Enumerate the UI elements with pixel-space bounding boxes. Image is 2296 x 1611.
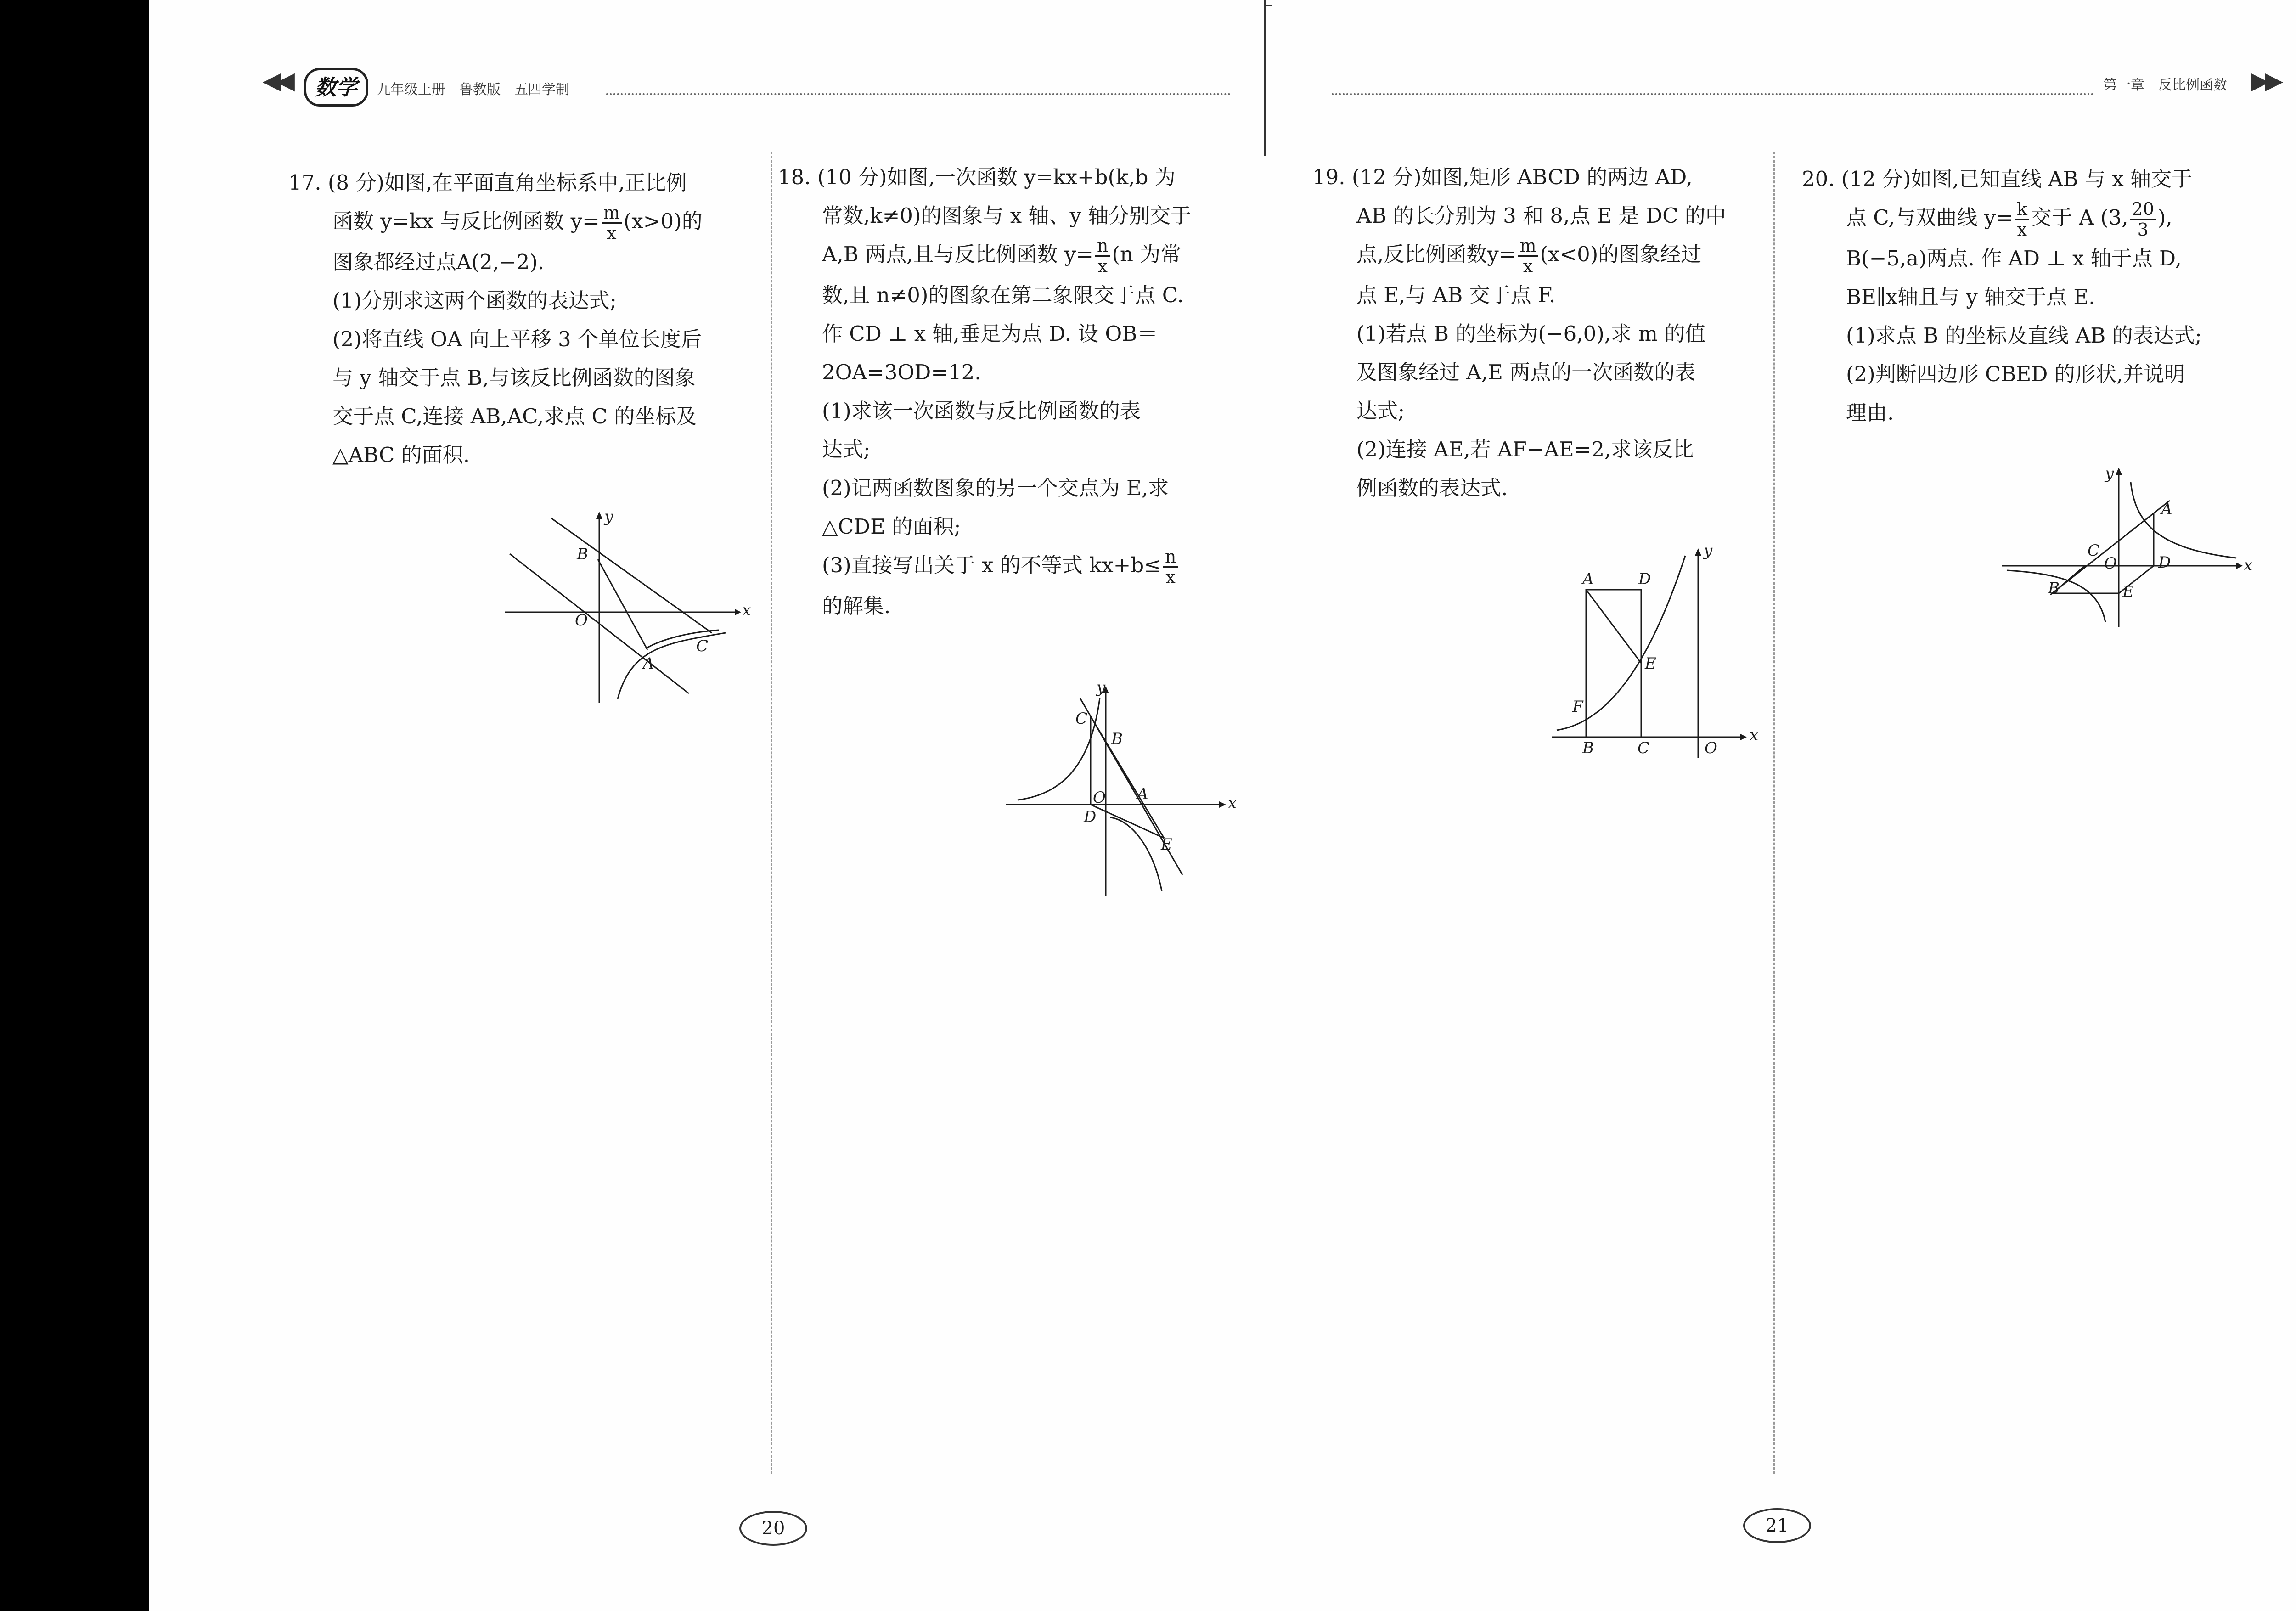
fraction-m-over-x: $\frac{m}{x}$	[1518, 236, 1538, 276]
svg-text:A: A	[2161, 500, 2172, 518]
svg-text:y: y	[2105, 464, 2114, 483]
header-right-arrows-icon: ▶▶	[2251, 67, 2279, 95]
figure-19	[1548, 542, 1763, 762]
svg-text:C: C	[2088, 541, 2100, 560]
question-20: 20. (12 分)如图,已知直线 AB 与 x 轴交于 点 C,与双曲线 y= $\frac{k}{x}$ 交于 A (3, $\frac{20}{3}$ ), B(−5,a)两点. 作 AD ⊥ x 轴于点 D, BE∥x轴且与 y 轴交于点 E. (1)求点 B 的坐标及直线 AB 的表达式; (2)判断四边形 CBED 的形状,并说明 理由.	[1802, 167, 2202, 425]
question-17: 17. (8 分)如图,在平面直角坐标系中,正比例 函数 y=kx 与反比例函数 y= $\frac{m}{x}$ (x>0)的 图象都经过点A(2,−2). (1)分别求这两个函数的表达式; (2)将直线 OA 向上平移 3 个单位长度后 与 y 轴交于点 B,与该反比例函数的图象 交于点 C,连接 AB,AC,求点 C 的坐标及 △ABC 的面积.	[288, 170, 703, 467]
page-number-left: 20	[739, 1511, 807, 1546]
figure-18	[1001, 680, 1240, 900]
svg-text:D: D	[1084, 808, 1097, 826]
svg-text:x: x	[742, 601, 751, 620]
fraction-20-over-3: $\frac{20}{3}$	[2130, 199, 2156, 239]
figure-20	[1998, 464, 2255, 634]
question-number: 17.	[288, 170, 321, 195]
svg-text:E: E	[1161, 835, 1172, 854]
svg-text:A: A	[1582, 570, 1594, 588]
svg-text:x: x	[1228, 794, 1237, 812]
header-left-text: 九年级上册 鲁教版 五四学制	[377, 82, 569, 98]
svg-text:y: y	[604, 507, 613, 526]
svg-text:y: y	[1704, 541, 1713, 560]
svg-text:y: y	[1097, 678, 1106, 697]
column-separator-right	[1773, 152, 1775, 1474]
question-19: 19. (12 分)如图,矩形 ABCD 的两边 AD, AB 的长分别为 3 和 8,点 E 是 DC 的中 点,反比例函数y= $\frac{m}{x}$ (x<0)的图象经过 点 E,与 AB 交于点 F. (1)若点 B 的坐标为(−6,0),求 m 的值 及图象经过 A,E 两点的一次函数的表 达式; (2)连接 AE,若 AF−AE=2,求该反比 例函数的表达式.	[1312, 165, 1726, 500]
svg-text:B: B	[577, 545, 588, 563]
fraction-n-over-x: $\frac{n}{x}$	[1095, 236, 1110, 276]
svg-text:B: B	[1582, 739, 1594, 757]
book-spine	[1264, 0, 1266, 156]
svg-text:O: O	[2104, 554, 2117, 573]
svg-text:D: D	[1638, 570, 1651, 588]
svg-text:C: C	[1075, 710, 1088, 728]
fraction-n-over-x: $\frac{n}{x}$	[1163, 547, 1178, 587]
header-left-rule	[606, 93, 1231, 95]
svg-text:C: C	[696, 637, 709, 655]
svg-text:O: O	[1093, 789, 1106, 807]
svg-text:D: D	[2158, 553, 2171, 572]
fraction-m-over-x: $\frac{m}{x}$	[602, 203, 622, 243]
subject-logo: 数学	[304, 68, 368, 107]
svg-text:B: B	[2048, 579, 2060, 597]
question-18: 18. (10 分)如图,一次函数 y=kx+b(k,b 为 常数,k≠0)的图象与 x 轴、y 轴分别交于 A,B 两点,且与反比例函数 y= $\frac{n}{x}$ (n 为常 数,且 n≠0)的图象在第二象限交于点 C. 作 CD ⊥ x 轴,垂足为点 D. 设 OB＝ 2OA=3OD=12. (1)求该一次函数与反比例函数的表 达式; (2)记两函数图象的另一个交点为 E,求 △CDE 的面积; (3)直接写出关于 x 的不等式 kx+b≤ $\frac{n}{x}$ 的解集.	[778, 165, 1192, 618]
svg-text:C: C	[1638, 739, 1650, 757]
svg-text:O: O	[575, 611, 588, 630]
svg-text:B: B	[1111, 730, 1123, 748]
svg-text:F: F	[1572, 698, 1583, 716]
svg-text:A: A	[643, 654, 654, 673]
figure-17	[501, 505, 751, 707]
scan-border-left	[0, 0, 149, 1611]
svg-text:x: x	[1750, 726, 1759, 744]
svg-text:x: x	[2244, 556, 2253, 575]
header-left-arrows-icon: ◀◀	[263, 67, 290, 95]
fraction-k-over-x: $\frac{k}{x}$	[2015, 199, 2029, 239]
header-right-text: 第一章 反比例函数	[2103, 77, 2227, 93]
header-right-rule	[1332, 93, 2094, 95]
question-number: 20.	[1802, 167, 1835, 191]
question-number: 18.	[778, 165, 811, 189]
question-number: 19.	[1312, 165, 1345, 189]
column-separator-left	[771, 152, 772, 1474]
svg-text:E: E	[1645, 654, 1656, 673]
svg-text:E: E	[2122, 583, 2134, 601]
page-number-right: 21	[1743, 1508, 1811, 1543]
book-spine-mark	[1264, 5, 1272, 6]
svg-text:A: A	[1137, 785, 1148, 803]
svg-text:O: O	[1705, 739, 1717, 757]
